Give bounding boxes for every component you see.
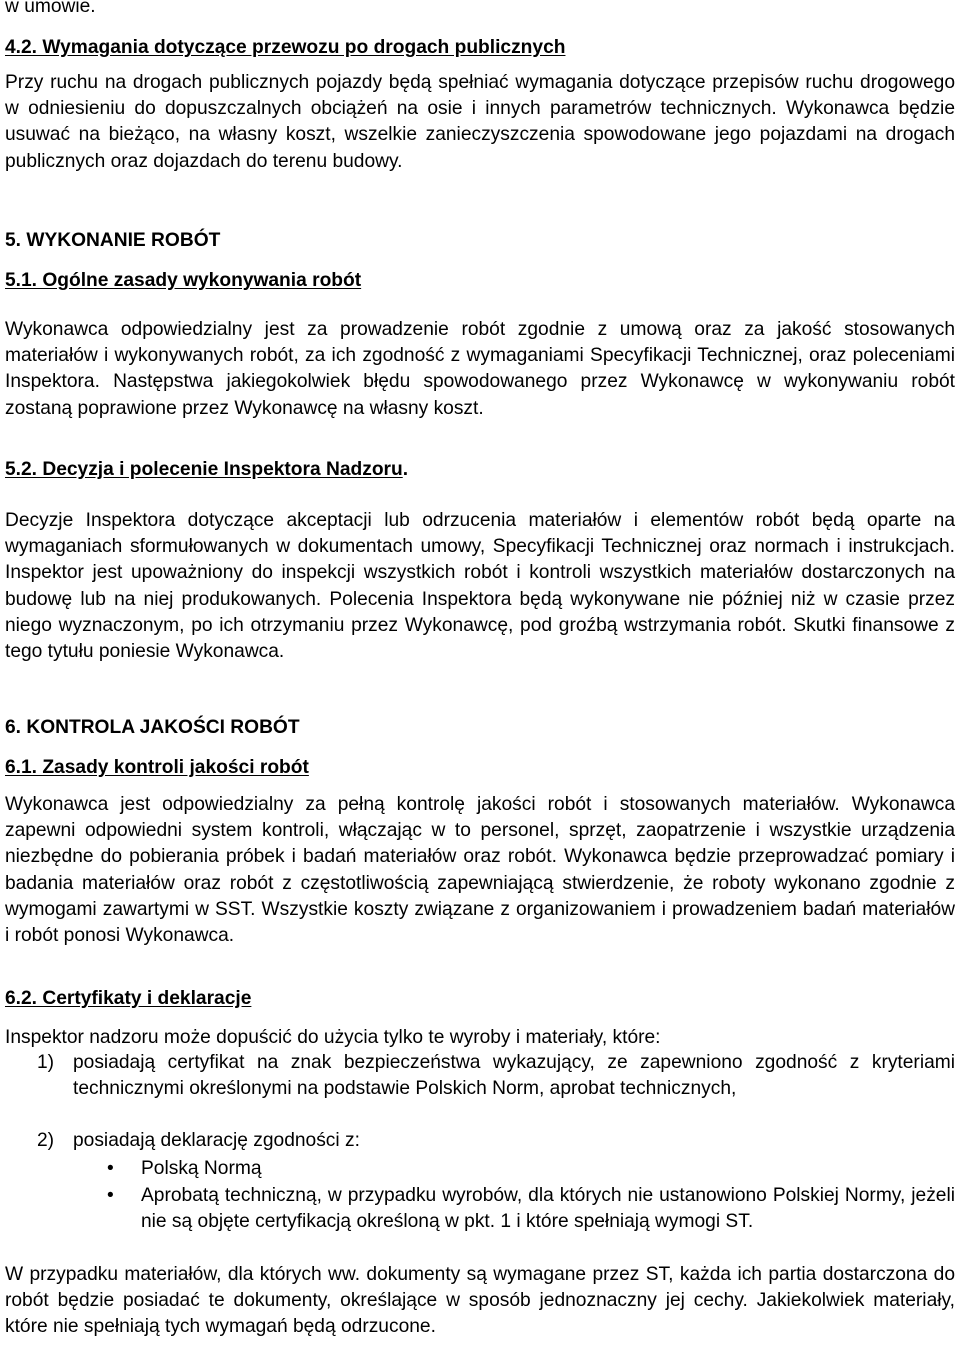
bullet-item-text: Polską Normą (141, 1158, 262, 1179)
paragraph-4-2: Przy ruchu na drogach publicznych pojazdy będą spełniać wymagania dotyczące przepisów ruchu drogowego w odniesieniu do dopuszczalnych obciążeń na osie i innych parametrów technicznych. Wykonawca będzie usuwać na bieżąco, na własny koszt, wszelkie zanieczyszczenia spowodowane jego pojazdami na drogach publicznych oraz dojazdach do terenu budowy. (5, 72, 955, 172)
paragraph-5-1: Wykonawca odpowiedzialny jest za prowadzenie robót zgodnie z umową oraz za jakość stosowanych materiałów i wykonywanych robót, za ich zgodność z wymaganiami Specyfikacji Technicznej, oraz poleceniami Inspektora. Następstwa jakiegokolwiek błędu spowodowanego przez Wykonawcę w wykonywaniu robót zostaną poprawione przez Wykonawcę na własny koszt. (5, 319, 955, 419)
paragraph-6-1: Wykonawca jest odpowiedzialny za pełną kontrolę jakości robót i stosowanych materiałów. Wykonawca zapewni odpowiedni system kontroli, włączając w to personel, sprzęt, zaopatrzenie i wszystkie urządzenia niezbędne do pobierania próbek i badań materiałów oraz robót. Wykonawca będzie przeprowadzać pomiary i badania materiałów oraz robót z częstotliwością zapewniającą stwierdzenie, że roboty wykonano zgodnie z wymogami zawartymi w SST. Wszystkie koszty związane z organizowaniem i prowadzeniem badań materiałów i robót ponosi Wykonawca. (5, 794, 955, 947)
heading-5-2-text: 5.2. Decyzja i polecenie Inspektora Nadzoru (5, 459, 403, 480)
bullet-item (5, 1156, 955, 1182)
heading-6-1: 6.1. Zasady kontroli jakości robót (5, 757, 309, 778)
heading-5-2 (5, 457, 955, 483)
heading-5: 5. WYKONANIE ROBÓT (5, 230, 221, 251)
heading-5-1: 5.1. Ogólne zasady wykonywania robót (5, 270, 362, 291)
heading-4-2: 4.2. Wymagania dotyczące przewozu po drogach publicznych (5, 37, 566, 58)
list-item-text: posiadają deklarację zgodności z: (73, 1130, 360, 1151)
bullet-icon: • (107, 1185, 114, 1206)
list-item-text: posiadają certyfikat na znak bezpieczeństwa wykazujący, ze zapewniono zgodność z kryteriami technicznymi określonymi na podstawie Polskich Norm, aprobat technicznych, (73, 1052, 955, 1100)
paragraph-5-2: Decyzje Inspektora dotyczące akceptacji lub odrzucenia materiałów i elementów robót będą oparte na wymaganiach sformułowanych w dokumentach umowy, Specyfikacji Technicznej oraz normach i instrukcjach. Inspektor jest upoważniony do inspekcji wszystkich robót i kontroli wszystkich materiałów dostarczonych na budowę lub na niej produkowanych. Polecenia Inspektora będą wykonywane nie później niż w czasie przez niego wyznaczonym, po ich otrzymaniu przez Wykonawcę, pod groźbą wstrzymania robót. Skutki finansowe z tego tytułu poniesie Wykonawca. (5, 510, 955, 663)
list-item (5, 1128, 955, 1154)
heading-6-2: 6.2. Certyfikaty i deklaracje (5, 988, 252, 1009)
top-fragment: w umowie. (5, 0, 96, 17)
list-item (5, 1050, 955, 1102)
paragraph-6-2-intro: Inspektor nadzoru może dopuścić do użycia tylko te wyroby i materiały, które: (5, 1027, 661, 1048)
heading-5-2-suffix: . (402, 459, 409, 480)
bullet-item-text: Aprobatą techniczną, w przypadku wyrobów, dla których nie ustanowiono Polskiej Normy, jeżeli nie są objęte certyfikacją określoną w pkt. 1 i które spełniają wymogi ST. (141, 1185, 955, 1233)
heading-6: 6. KONTROLA JAKOŚCI ROBÓT (5, 717, 300, 738)
list-item-number: 1) (37, 1052, 55, 1073)
bullet-icon: • (107, 1158, 114, 1179)
bullet-item (5, 1183, 955, 1235)
paragraph-6-2-closing: W przypadku materiałów, dla których ww. dokumenty są wymagane przez ST, każda ich partia dostarczona do robót będzie posiadać te dokumenty, określające w sposób jednoznaczny jej cechy. Jakiekolwiek materiały, które nie spełniają tych wymagań będą odrzucone. (5, 1264, 955, 1338)
list-item-number: 2) (37, 1130, 55, 1151)
